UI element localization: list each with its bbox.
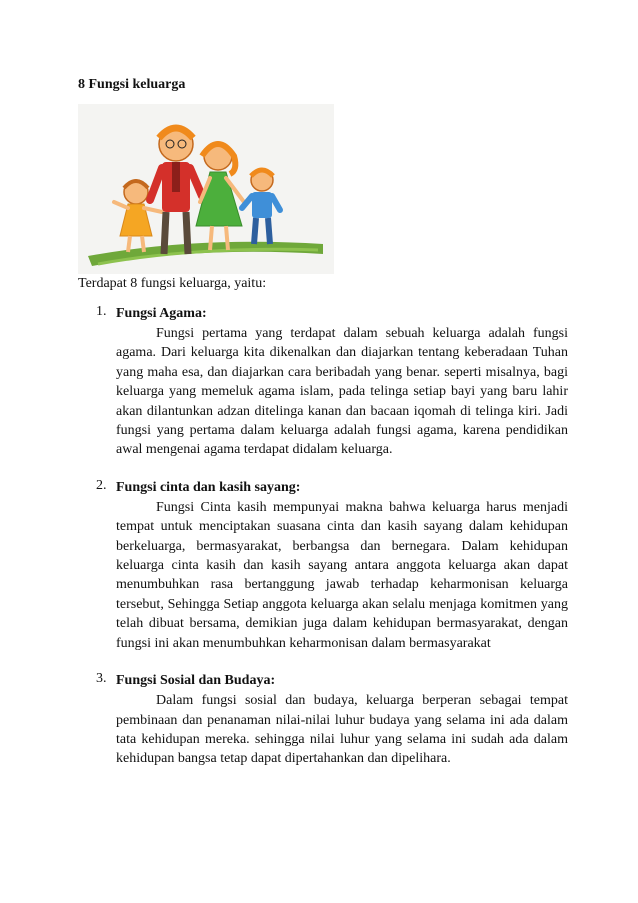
list-heading: Fungsi Agama: [116,306,207,321]
list-paragraph [116,691,568,769]
list-item [78,478,568,653]
intro-text: Terdapat 8 fungsi keluarga, yaitu: [78,276,267,291]
list-heading: Fungsi Sosial dan Budaya: [116,673,276,689]
family-drawing [78,104,334,274]
function-list [78,304,568,787]
list-item [78,671,568,769]
list-paragraph-text: Fungsi pertama yang terdapat dalam sebuah keluarga adalah fungsi agama. Dari keluarga kita dikenalkan dan diajarkan tentang keberadaan Tuhan yang maha esa, dan diajarkan cara beribadah yang benar. seperti misalnya, bagi keluarga yang memeluk agama islam, pada telinga setiap bayi yang baru lahir akan dilantunkan adzan ditelinga kanan dan bacaan iqomah di telinga kiri. Jadi fungsi yang pertama dalam keluarga adalah fungsi agama, karena pendidikan awal mengenai agama terdapat didalam keluarga. [116,326,568,458]
page-title: 8 Fungsi keluarga [78,77,186,92]
list-paragraph [116,324,568,460]
list-item [78,304,568,460]
list-paragraph-text: Dalam fungsi sosial dan budaya, keluarga berperan sebagai tempat pembinaan dan penanaman nilai-nilai luhur budaya yang selama ini ada dalam tata kehidupan mereka. sehingga nilai luhur yang selama ini sudah ada dalam kehidupan bangsa tetap dapat dipertahankan dan dipelihara. [116,693,568,767]
list-paragraph [116,498,568,653]
list-heading: Fungsi cinta dan kasih sayang: [116,479,301,495]
list-number: 1. [96,304,107,319]
list-number: 3. [96,671,107,687]
list-paragraph-text: Fungsi Cinta kasih mempunyai makna bahwa keluarga harus menjadi tempat untuk menciptakan suasana cinta dan kasih sayang dalam kehidupan berkeluarga, bermasyarakat, berbangsa dan bernegara. Dalam kehidupan keluarga cinta kasih dan kasih sayang antara anggota keluarga akan dapat menumbuhkan rasa bertanggung jawab terhadap keharmonisan keluarga tersebut, Sehingga Setiap anggota keluarga akan selalu menjaga komitmen yang telah dibuat bersama, demikian juga dalam kehidupan bermasyarakat, dengan fungsi ini akan menumbuhkan keharmonisan dalam bermasyarakat [116,499,568,651]
list-number: 2. [96,477,107,493]
